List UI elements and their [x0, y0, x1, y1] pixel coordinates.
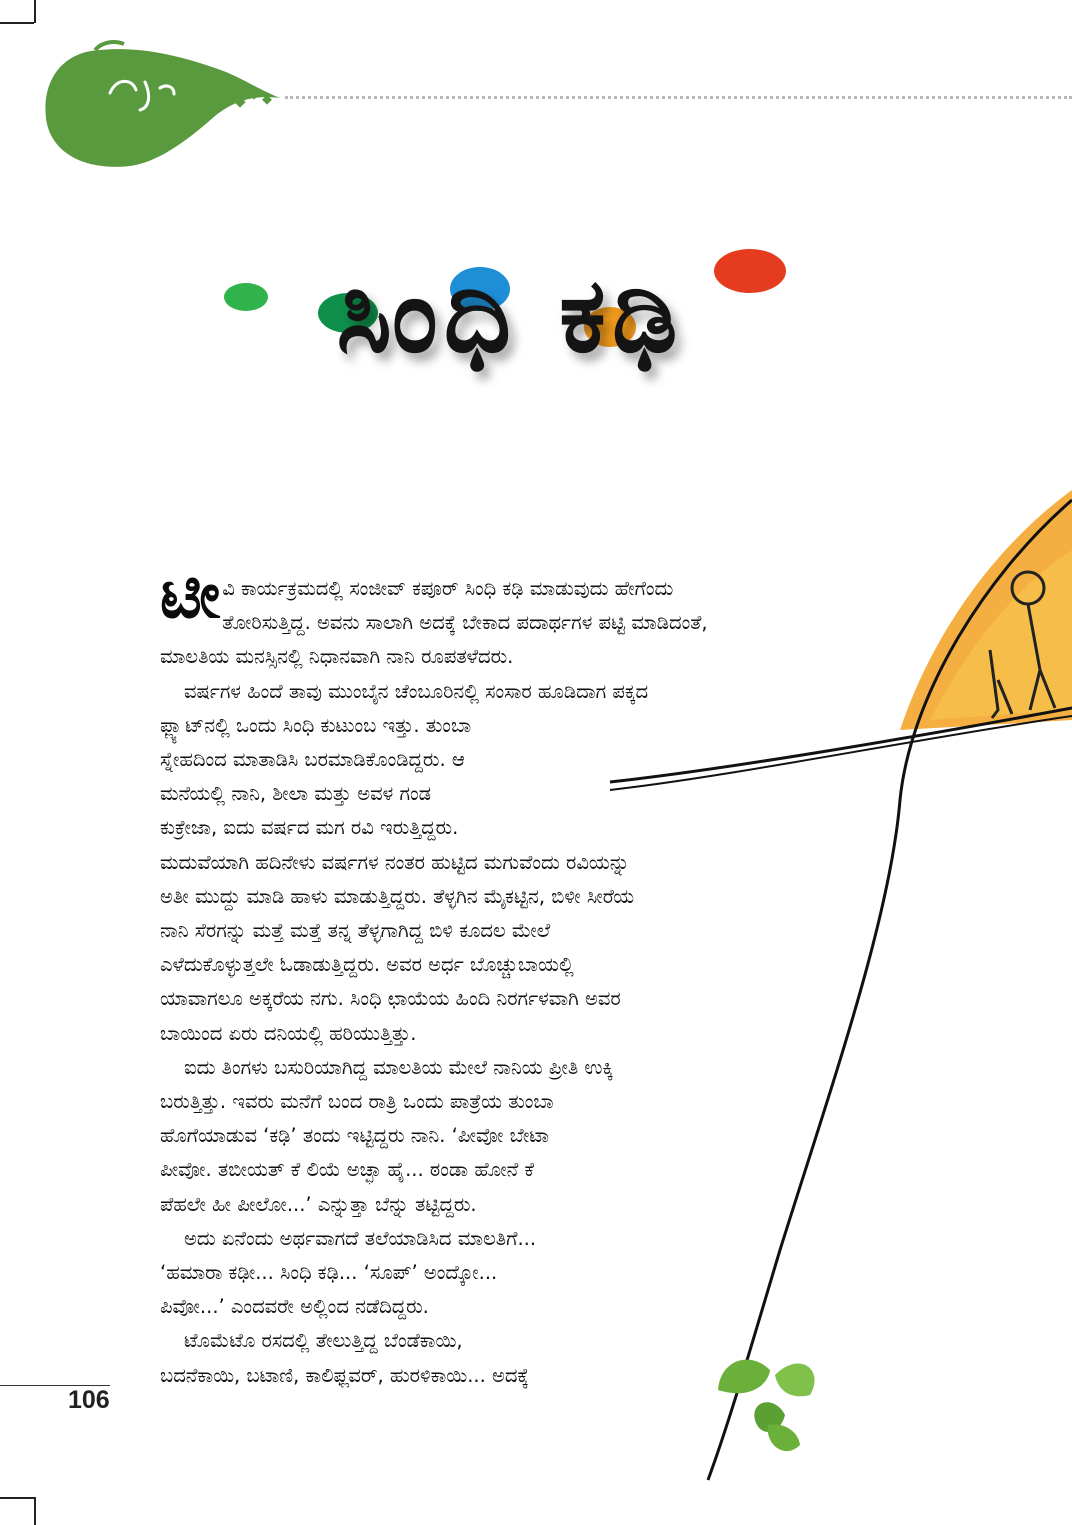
- paragraph-2-line: ಕುಕ್ರೇಜಾ, ಐದು ವರ್ಷದ ಮಗ ರವಿ ಇರುತ್ತಿದ್ದರು.: [160, 816, 459, 840]
- paragraph-2-line: ನಾನಿ ಸೆರಗನ್ನು ಮತ್ತೆ ಮತ್ತೆ ತನ್ನ ತೆಳ್ಳಗಾಗಿದ್ದ ಬಿಳಿ ಕೂದಲ ಮೇಲೆ: [160, 919, 551, 943]
- paragraph-3-line: ಪೆಹಲೇ ಹೀ ಪೀಲೋ...’ ಎನ್ನುತ್ತಾ ಬೆನ್ನು ತಟ್ಟಿದ್ದರು.: [160, 1192, 477, 1216]
- paragraph-2-line: ಮನೆಯಲ್ಲಿ ನಾನಿ, ಶೀಲಾ ಮತ್ತು ಅವಳ ಗಂಡ: [160, 782, 432, 806]
- paragraph-4-line: ಪಿವೋ...’ ಎಂದವರೇ ಅಲ್ಲಿಂದ ನಡೆದಿದ್ದರು.: [160, 1295, 429, 1319]
- paragraph-2-line: ವರ್ಷಗಳ ಹಿಂದೆ ತಾವು ಮುಂಬೈನ ಚೆಂಬೂರಿನಲ್ಲಿ ಸಂಸಾರ ಹೂಡಿದಾಗ ಪಕ್ಕದ: [184, 679, 649, 703]
- paragraph-3-line: ಹೊಗೆಯಾಡುವ ‘ಕಢಿ’ ತಂದು ಇಟ್ಟಿದ್ದರು ನಾನಿ. ‘ಪೀವೋ ಬೇಟಾ: [160, 1124, 549, 1148]
- header-dotted-rule: [285, 96, 1072, 99]
- paragraph-1-line-1: ಟೀವಿ ಕಾರ್ಯಕ್ರಮದಲ್ಲಿ ಸಂಜೀವ್ ಕಪೂರ್ ಸಿಂಧಿ ಕಢಿ ಮಾಡುವುದು ಹೇಗೆಂದು: [160, 559, 674, 633]
- paragraph-2-line: ಯಾವಾಗಲೂ ಅಕ್ಕರೆಯ ನಗು. ಸಿಂಧಿ ಛಾಯೆಯ ಹಿಂದಿ ನಿರರ್ಗಳವಾಗಿ ಅವರ: [160, 987, 621, 1011]
- crop-mark-top: [34, 0, 36, 23]
- crop-mark-top: [0, 22, 34, 24]
- story-body: [160, 559, 900, 1393]
- paragraph-5-line: ಟೊಮೆಟೊ ರಸದಲ್ಲಿ ತೇಲುತ್ತಿದ್ದ ಬೆಂಡೆಕಾಯಿ,: [184, 1329, 463, 1353]
- story-title-text: ಸಿಂಧಿ ಕಢಿ: [336, 254, 684, 376]
- paragraph-2-line: ಸ್ನೇಹದಿಂದ ಮಾತಾಡಿಸಿ ಬರಮಾಡಿಕೊಂಡಿದ್ದರು. ಆ: [160, 748, 465, 772]
- page-number: 106: [68, 1386, 110, 1414]
- paragraph-2-line: ಎಳೆದುಕೊಳ್ಳುತ್ತಲೇ ಓಡಾಡುತ್ತಿದ್ದರು. ಅವರ ಅರ್ಧ ಬೊಚ್ಚುಬಾಯಲ್ಲಿ: [160, 953, 574, 977]
- paragraph-1-line-3: ಮಾಲತಿಯ ಮನಸ್ಸಿನಲ್ಲಿ ನಿಧಾನವಾಗಿ ನಾನಿ ರೂಪತಳೆದರು.: [160, 645, 514, 669]
- leaf-icon: [40, 38, 285, 173]
- paragraph-3-line: ಐದು ತಿಂಗಳು ಬಸುರಿಯಾಗಿದ್ದ ಮಾಲತಿಯ ಮೇಲೆ ನಾನಿಯ ಪ್ರೀತಿ ಉಕ್ಕಿ: [184, 1055, 614, 1079]
- paragraph-1-line-2: ತೋರಿಸುತ್ತಿದ್ದ. ಅವನು ಸಾಲಾಗಿ ಅದಕ್ಕೆ ಬೇಕಾದ ಪದಾರ್ಥಗಳ ಪಟ್ಟಿ ಮಾಡಿದಂತೆ,: [222, 611, 708, 635]
- paragraph-2-line: ಅತೀ ಮುದ್ದು ಮಾಡಿ ಹಾಳು ಮಾಡುತ್ತಿದ್ದರು. ತೆಳ್ಳಗಿನ ಮೈಕಟ್ಟಿನ, ಬಿಳೀ ಸೀರೆಯ: [160, 884, 635, 908]
- drop-cap: ಟೀ: [160, 559, 221, 633]
- section-badge: [40, 38, 285, 173]
- paragraph-2-line: ಬಾಯಿಂದ ಏರು ದನಿಯಲ್ಲಿ ಹರಿಯುತ್ತಿತ್ತು.: [160, 1021, 417, 1045]
- crop-mark-bottom: [34, 1497, 36, 1525]
- paragraph-5-line: ಬದನೆಕಾಯಿ, ಬಟಾಣಿ, ಕಾಲಿಫ್ಲವರ್, ಹುರಳಿಕಾಯಿ... ಅದಕ್ಕೆ: [160, 1363, 529, 1387]
- story-title: [200, 225, 820, 485]
- paragraph-3-line: ಬರುತ್ತಿತ್ತು. ಇವರು ಮನೆಗೆ ಬಂದ ರಾತ್ರಿ ಒಂದು ಪಾತ್ರೆಯ ತುಂಬಾ: [160, 1090, 554, 1114]
- paragraph-4-line: ‘ಹಮಾರಾ ಕಢೀ... ಸಿಂಧಿ ಕಢಿ... ‘ಸೂಪ್’ ಅಂದ್ಕೋ...: [160, 1261, 498, 1285]
- paragraph-4-line: ಅದು ಏನೆಂದು ಅರ್ಥವಾಗದೆ ತಲೆಯಾಡಿಸಿದ ಮಾಲತಿಗೆ...: [184, 1226, 537, 1250]
- paragraph-2-line: ಮದುವೆಯಾಗಿ ಹದಿನೇಳು ವರ್ಷಗಳ ನಂತರ ಹುಟ್ಟಿದ ಮಗುವೆಂದು ರವಿಯನ್ನು: [160, 850, 630, 874]
- crop-mark-bottom: [0, 1497, 34, 1499]
- paragraph-2-line: ಫ್ಲ್ಯಾಟ್‌ನಲ್ಲಿ ಒಂದು ಸಿಂಧಿ ಕುಟುಂಬ ಇತ್ತು. ತುಂಬಾ: [160, 713, 472, 737]
- paragraph-3-line: ಪೀವೋ. ತಬೀಯತ್ ಕೆ ಲಿಯೆ ಅಚ್ಛಾ ಹೈ... ಠಂಡಾ ಹೋನೆ ಕೆ: [160, 1158, 535, 1182]
